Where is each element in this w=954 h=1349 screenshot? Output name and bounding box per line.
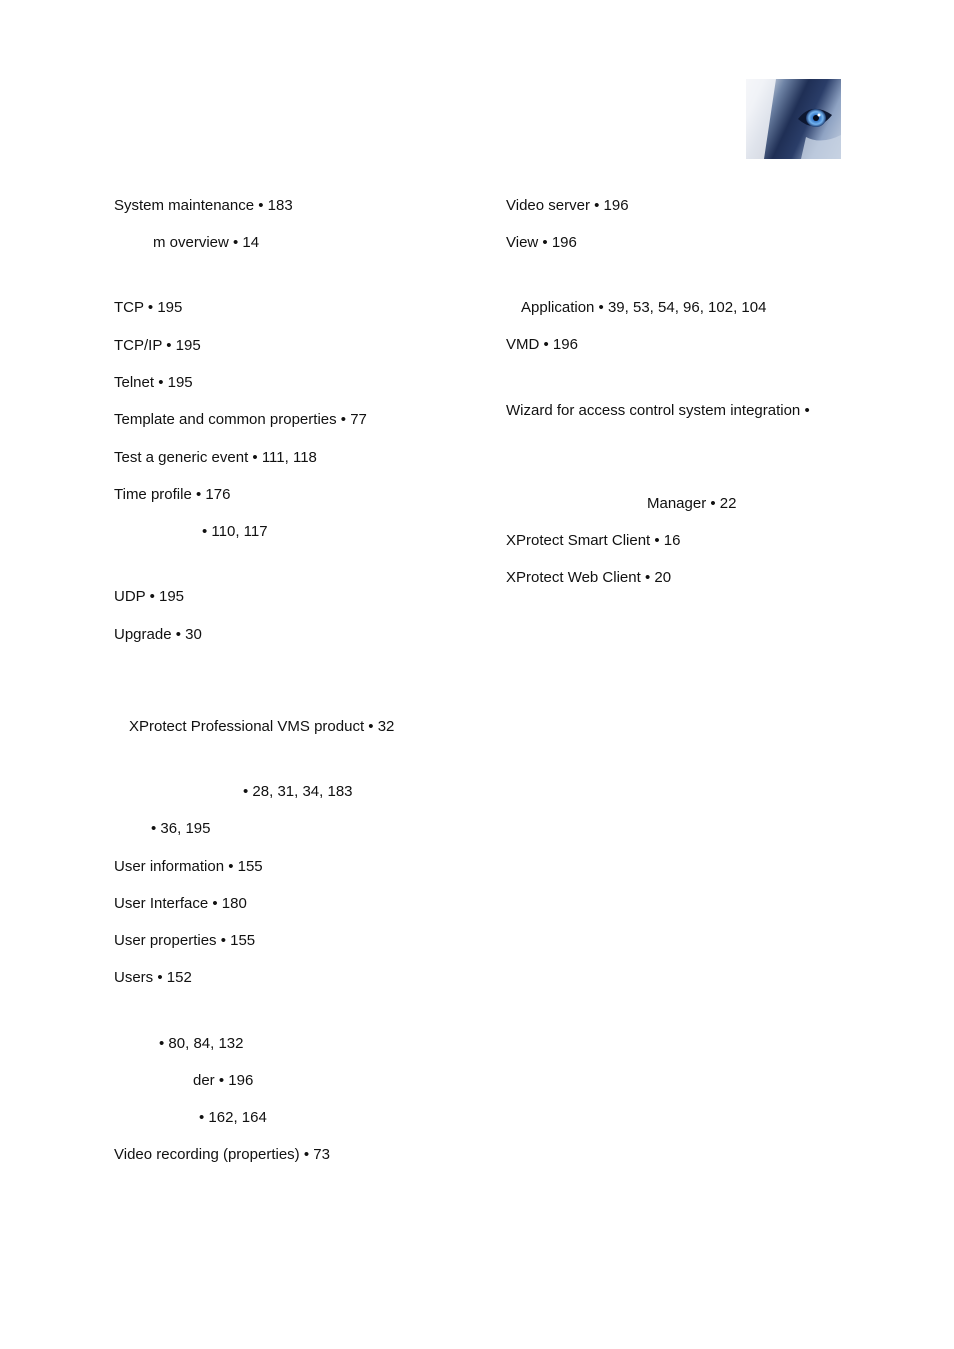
index-entry-wizard-access-control[interactable]: Wizard for access control system integration •: [506, 402, 810, 419]
wolf-eye-logo-icon: [746, 79, 841, 159]
index-entry-test-generic-event[interactable]: Test a generic event • 111, 118: [114, 449, 317, 466]
index-entry-xprotect-smart-client[interactable]: XProtect Smart Client • 16: [506, 532, 681, 549]
index-entry-tcp-ip[interactable]: TCP/IP • 195: [114, 337, 201, 354]
index-entry-subentry-36[interactable]: • 36, 195: [151, 820, 211, 837]
index-entry-vmd[interactable]: VMD • 196: [506, 336, 578, 353]
index-entry-subentry-110[interactable]: • 110, 117: [202, 523, 268, 540]
index-entry-subentry-162[interactable]: • 162, 164: [199, 1109, 267, 1126]
index-entry-system-overview[interactable]: m overview • 14: [153, 234, 260, 251]
index-entry-time-profile[interactable]: Time profile • 176: [114, 486, 231, 503]
index-entry-tcp[interactable]: TCP • 195: [114, 299, 183, 316]
index-entry-subentry-der[interactable]: der • 196: [193, 1072, 254, 1089]
index-entry-subentry-80[interactable]: • 80, 84, 132: [159, 1035, 244, 1052]
index-entry-udp[interactable]: UDP • 195: [114, 588, 185, 605]
index-entry-manager[interactable]: Manager • 22: [647, 495, 737, 512]
index-entry-user-information[interactable]: User information • 155: [114, 858, 263, 875]
index-entry-application[interactable]: Application • 39, 53, 54, 96, 102, 104: [521, 299, 767, 316]
index-entry-view[interactable]: View • 196: [506, 234, 577, 251]
index-entry-user-interface[interactable]: User Interface • 180: [114, 895, 247, 912]
index-entry-video-server[interactable]: Video server • 196: [506, 197, 629, 214]
index-entry-xprotect-professional[interactable]: XProtect Professional VMS product • 32: [129, 718, 395, 735]
index-entry-template-common-properties[interactable]: Template and common properties • 77: [114, 411, 367, 428]
index-entry-upgrade[interactable]: Upgrade • 30: [114, 626, 202, 643]
index-entry-xprotect-web-client[interactable]: XProtect Web Client • 20: [506, 569, 672, 586]
index-entry-subentry-28[interactable]: • 28, 31, 34, 183: [243, 783, 353, 800]
index-entry-telnet[interactable]: Telnet • 195: [114, 374, 193, 391]
index-entry-system-maintenance[interactable]: System maintenance • 183: [114, 197, 293, 214]
index-entry-users[interactable]: Users • 152: [114, 969, 192, 986]
index-entry-user-properties[interactable]: User properties • 155: [114, 932, 256, 949]
index-entry-video-recording-properties[interactable]: Video recording (properties) • 73: [114, 1146, 330, 1163]
